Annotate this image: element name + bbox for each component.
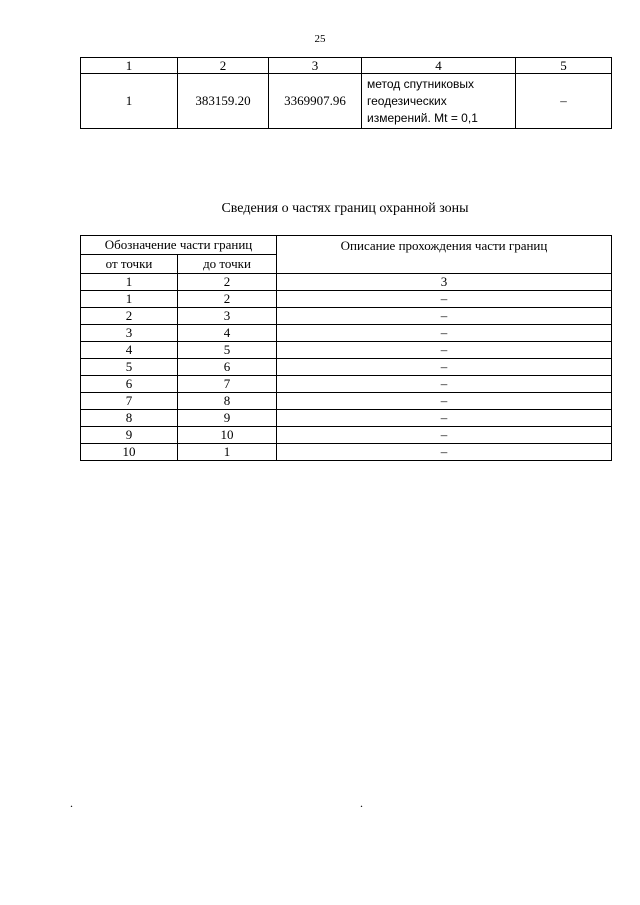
section-title: Сведения о частях границ охранной зоны <box>221 201 469 216</box>
part-description-cell: – <box>277 410 612 427</box>
to-point-cell: 2 <box>178 291 277 308</box>
to-point-cell: 2 <box>178 274 277 291</box>
table-row <box>81 291 612 308</box>
part-description-cell: – <box>277 291 612 308</box>
method-line: измерений. Mt = 0,1 <box>367 110 478 125</box>
from-point-header: от точки <box>81 255 178 274</box>
part-description-cell: – <box>277 359 612 376</box>
from-point-cell: 6 <box>81 376 178 393</box>
part-description-cell: – <box>277 308 612 325</box>
coordinate-x-cell: 383159.20 <box>178 74 269 129</box>
coordinates-header-row <box>81 58 612 74</box>
part-description-cell: – <box>277 342 612 359</box>
table-row <box>81 427 612 444</box>
from-point-cell: 2 <box>81 308 178 325</box>
coordinates-header-cell: 1 <box>81 58 178 74</box>
from-point-cell: 4 <box>81 342 178 359</box>
coordinates-header-cell: 2 <box>178 58 269 74</box>
part-description-cell: – <box>277 444 612 461</box>
table-row <box>81 376 612 393</box>
table-row <box>81 393 612 410</box>
coordinates-header-cell: 5 <box>516 58 612 74</box>
coordinates-table <box>80 57 612 129</box>
method-line: метод спутниковых <box>367 76 475 91</box>
parts-table-body <box>81 274 612 461</box>
from-point-cell: 3 <box>81 325 178 342</box>
to-point-header: до точки <box>178 255 277 274</box>
table-row <box>81 410 612 427</box>
to-point-cell: 5 <box>178 342 277 359</box>
part-description-cell: 3 <box>277 274 612 291</box>
boundary-parts-table <box>80 235 612 461</box>
coordinates-header-cell: 3 <box>269 58 362 74</box>
description-cell: – <box>516 74 612 129</box>
part-description-cell: – <box>277 393 612 410</box>
to-point-cell: 8 <box>178 393 277 410</box>
parts-header-row <box>81 236 612 255</box>
designation-header: Обозначение части границ <box>81 236 277 255</box>
to-point-cell: 1 <box>178 444 277 461</box>
footer-mark: . <box>70 796 73 810</box>
to-point-cell: 7 <box>178 376 277 393</box>
from-point-cell: 10 <box>81 444 178 461</box>
coordinates-header-cell: 4 <box>362 58 516 74</box>
to-point-cell: 6 <box>178 359 277 376</box>
method-cell <box>362 74 516 129</box>
from-point-cell: 7 <box>81 393 178 410</box>
method-line: геодезических <box>367 93 447 108</box>
from-point-cell: 1 <box>81 291 178 308</box>
part-description-cell: – <box>277 325 612 342</box>
table-row <box>81 274 612 291</box>
coordinate-y-cell: 3369907.96 <box>269 74 362 129</box>
from-point-cell: 9 <box>81 427 178 444</box>
to-point-cell: 3 <box>178 308 277 325</box>
from-point-cell: 8 <box>81 410 178 427</box>
to-point-cell: 10 <box>178 427 277 444</box>
table-row <box>81 308 612 325</box>
part-description-cell: – <box>277 376 612 393</box>
point-number-cell: 1 <box>81 74 178 129</box>
to-point-cell: 9 <box>178 410 277 427</box>
table-row <box>81 325 612 342</box>
part-description-cell: – <box>277 427 612 444</box>
footer-mark: . <box>360 796 363 810</box>
to-point-cell: 4 <box>178 325 277 342</box>
description-header: Описание прохождения части границ <box>277 236 612 274</box>
from-point-cell: 5 <box>81 359 178 376</box>
coordinates-data-row <box>81 74 612 129</box>
table-row <box>81 342 612 359</box>
table-row <box>81 444 612 461</box>
page-number: 25 <box>314 33 326 45</box>
from-point-cell: 1 <box>81 274 178 291</box>
table-row <box>81 359 612 376</box>
